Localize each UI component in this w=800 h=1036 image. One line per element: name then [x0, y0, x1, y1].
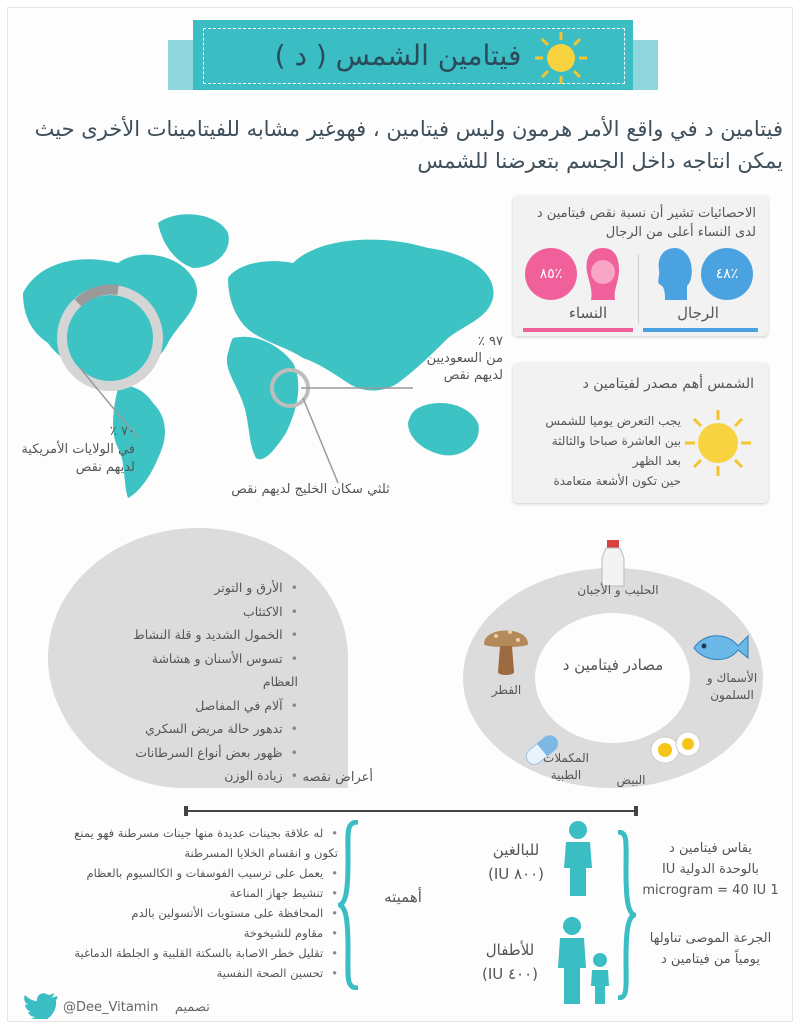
symptom-item: • تسوس الأسنان و هشاشة العظام [118, 647, 298, 694]
measure-line: 1 microgram = 40 IU [642, 883, 779, 898]
sun-box [513, 363, 768, 503]
symptoms-list [118, 576, 298, 788]
milk-label: الحليب و الأجبان [577, 583, 659, 597]
footer-credit [63, 1000, 293, 1015]
gender-divider [638, 254, 639, 324]
usa-label: في الولايات الأمريكية لديهم نقص [21, 442, 135, 475]
sun-box-lines [521, 411, 681, 491]
symptom-item: • الأرق و التوتر [118, 576, 298, 600]
adults-dosage [476, 838, 556, 886]
saudi-stat [403, 333, 503, 384]
men-percent-badge: ٤٨٪ [701, 248, 753, 300]
twitter-bird-icon [24, 993, 58, 1019]
intro-text: فيتامين د في واقع الأمر هرمون وليس فيتامين ، فهوغير مشابه للفيتامينات الأخرى حيث يمكن انتاجه داخل الجسم بتعرضنا للشمس [34, 117, 783, 173]
twitter-handle[interactable]: @Dee_Vitamin [63, 1000, 159, 1015]
infographic [7, 7, 793, 1022]
symptom-item: • آلام في المفاصل [118, 694, 298, 718]
importance-item: • تقليل خطر الاصابة بالسكتة القلبية و الجلطة الدماغية [68, 943, 338, 963]
parent-child-icon [550, 916, 612, 1006]
children-dosage [470, 938, 550, 986]
gender-stats-heading: الاحصائيات تشير أن نسبة نقص فيتامين د لدى النساء أعلى من الرجال [536, 206, 756, 240]
women-bar [523, 328, 633, 332]
adults-value: (٨٠٠ IU) [487, 865, 545, 883]
gulf-label: ثلثي سكان الخليج لديهم نقص [231, 482, 390, 497]
eggs-label: البيض [616, 773, 646, 787]
sun-box-heading: الشمس أهم مصدر لفيتامين د [582, 376, 754, 392]
saudi-label: من السعوديين لديهم نقص [426, 351, 503, 383]
sun-line: حين تكون الأشعة متعامدة [553, 474, 681, 488]
men-label: الرجال [677, 304, 719, 322]
woman-head-icon [581, 246, 625, 302]
symptom-item: • الاكتئاب [118, 600, 298, 624]
importance-title: أهميته [384, 888, 422, 906]
recommended-line: الجرعة الموصى تناولها [649, 931, 772, 946]
dosage-brace [614, 830, 636, 1000]
measure-info [638, 838, 783, 901]
importance-item: • تنشيط جهاز المناعة [68, 883, 338, 903]
women-percent-badge: ٨٥٪ [525, 248, 577, 300]
adult-figure-icon [556, 820, 600, 898]
supplements-label: المكملات الطبية [543, 751, 589, 782]
usa-stat [20, 423, 135, 477]
sun-line: يجب التعرض يوميا للشمس [545, 414, 681, 428]
symptom-item: • زيادة الوزن [118, 764, 298, 788]
sources-ring-hole [535, 613, 690, 743]
sources-center-label: مصادر فيتامين د [562, 656, 664, 674]
sun-icon [533, 30, 589, 86]
section-divider [186, 810, 636, 812]
men-bar [643, 328, 758, 332]
usa-percent: ٧٠ ٪ [109, 424, 135, 439]
divider-tick [634, 806, 638, 816]
measure-line: يقاس فيتامين د [669, 841, 752, 856]
importance-item: • المحافظة على مستويات الأنسولين بالدم [68, 903, 338, 923]
children-value: (٤٠٠ IU) [481, 965, 539, 983]
women-label: النساء [568, 304, 608, 322]
sun-icon [683, 408, 753, 478]
fish-icon [690, 626, 750, 666]
page-title: فيتامين الشمس ( د ) [274, 39, 522, 72]
importance-item: • يعمل على ترسيب الفوسفات و الكالسيوم بالعظام [68, 863, 338, 883]
recommended-line: يومياً من فيتامين د [660, 952, 761, 967]
sun-line: بعد الظهر [632, 454, 681, 468]
importance-item: • مقاوم للشيخوخة [68, 923, 338, 943]
measure-line: بالوحدة الدولية IU [661, 862, 760, 877]
recommended-info [638, 928, 783, 970]
mushroom-label: الفطر [491, 683, 522, 697]
man-head-icon [653, 246, 697, 302]
importance-item: • تحسين الصحة النفسية [68, 963, 338, 983]
adults-label: للبالغين [492, 841, 540, 859]
saudi-percent: ٩٧ ٪ [477, 334, 503, 349]
divider-tick [184, 806, 188, 816]
gender-stats-box [513, 196, 768, 336]
symptom-item: • ظهور بعض أنواع السرطانات [118, 741, 298, 765]
symptom-item: • تدهور حالة مريض السكري [118, 717, 298, 741]
eggs-icon [648, 730, 704, 766]
symptoms-title: أعراض نقصه [302, 770, 373, 785]
importance-list [68, 823, 338, 983]
importance-brace [338, 820, 364, 990]
fish-label: الأسماك و السلمون [706, 671, 758, 702]
symptom-item: • الخمول الشديد و قلة النشاط [118, 623, 298, 647]
children-label: للأطفال [485, 941, 535, 959]
mushroom-icon [480, 616, 532, 678]
design-label: تصميم [174, 1000, 210, 1015]
importance-item: • له علاقة بجينات عديدة منها جينات مسرطنة فهو يمنع تكون و انقسام الخلايا المسرطنة [68, 823, 338, 863]
sun-line: بين العاشرة صباحا والثالثة [551, 434, 681, 448]
